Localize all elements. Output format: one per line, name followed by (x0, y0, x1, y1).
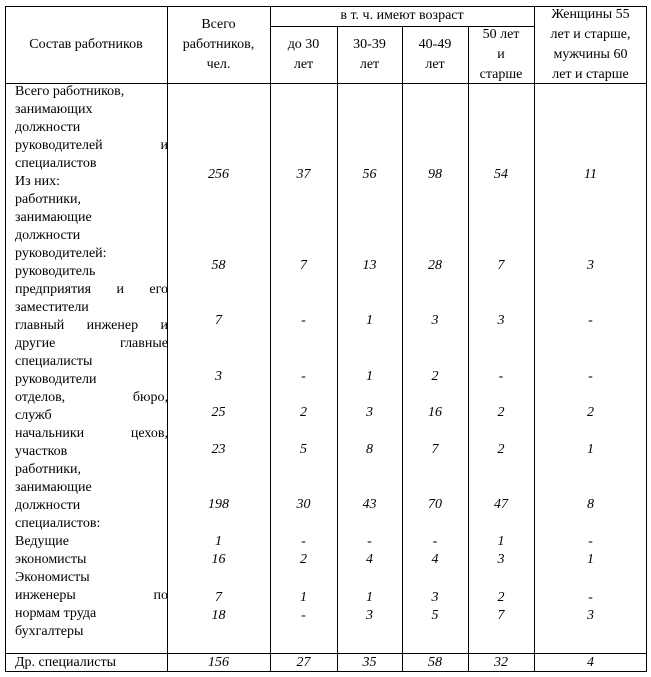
cell-total: 3 (215, 369, 222, 384)
row-label-line: экономисты (15, 552, 87, 567)
cell-age-under-30: 2 (300, 405, 307, 420)
row-label-line: руководителей: (15, 246, 107, 261)
row-label-line: главный инженер и (15, 318, 168, 333)
row-label-line: Экономисты (15, 570, 90, 585)
cell-pension-age: 2 (587, 405, 594, 420)
cell-age-40-49: 7 (431, 442, 439, 457)
cell-pension-age: - (588, 313, 593, 328)
header-staff-composition: Состав работников (29, 36, 143, 52)
cell-age-30-39: - 4 (366, 534, 373, 567)
row-label-line: занимающих (15, 102, 93, 117)
cell-age-30-39: 13 (362, 258, 377, 273)
cell-total: 23 (211, 442, 226, 457)
row-label-line: работники, (15, 192, 82, 207)
header-age-30-39: 30-39 лет (353, 36, 386, 72)
row-label-line: занимающие (15, 210, 92, 225)
header-age-40-49: 40-49 лет (418, 36, 452, 72)
row-label-line: другие главные (15, 336, 168, 351)
row-label-line: руководитель (15, 264, 96, 279)
row-label-line: Всего работников, (15, 84, 125, 99)
cell-age-30-39: 8 (366, 442, 373, 457)
cell-age-under-30: - (301, 313, 306, 328)
cell-pension-age: 3 (587, 258, 594, 273)
row-label-line: должности (15, 228, 81, 243)
cell-age-under-30: 37 (296, 167, 311, 182)
cell-age-50-plus: 2 7 (497, 590, 505, 623)
row-label-line: инженеры по (15, 588, 168, 603)
cell-age-40-49: 70 (428, 497, 442, 512)
cell-age-30-39: 1 3 (366, 590, 373, 623)
cell-pension-age: 1 (587, 442, 594, 457)
cell-age-under-30: 5 (300, 442, 307, 457)
header-age-group: в т. ч. имеют возраст (340, 8, 464, 23)
cell-age-under-30: - 2 (300, 534, 307, 567)
col-divider (402, 26, 403, 672)
row-label-line: руководители (15, 372, 97, 387)
row-label-line: работники, (15, 462, 82, 477)
cell-age-40-49: 58 (428, 655, 442, 670)
row-label-line: занимающие (15, 480, 92, 495)
col-divider (270, 6, 271, 672)
col-divider (337, 26, 338, 672)
row-label-line: служб (15, 408, 52, 423)
cell-age-40-49: 3 5 (431, 590, 439, 623)
row-label-line: должности (15, 120, 81, 135)
row-label-line: отделов, бюро, (15, 390, 168, 405)
staff-age-table (5, 6, 647, 672)
cell-age-50-plus: 2 (497, 442, 505, 457)
cell-age-50-plus: 47 (494, 497, 508, 512)
row-label-line: участков (15, 444, 68, 459)
row-label-line: бухгалтеры (15, 624, 84, 639)
cell-total: 7 (215, 313, 222, 328)
row-label-line: руководителей и (15, 138, 168, 153)
cell-age-50-plus: - (498, 369, 504, 384)
row-label-line: нормам труда (15, 606, 97, 621)
cell-age-under-30: 1 - (300, 590, 307, 623)
cell-age-40-49: - 4 (431, 534, 439, 567)
cell-age-30-39: 35 (362, 655, 377, 670)
cell-age-30-39: 43 (362, 497, 377, 512)
header-age-under-30: до 30 лет (287, 36, 320, 72)
cell-age-30-39: 56 (362, 167, 377, 182)
cell-total: 1 16 (211, 534, 226, 567)
cell-age-50-plus: 54 (494, 167, 508, 182)
cell-age-under-30: 7 (300, 258, 307, 273)
cell-age-50-plus: 7 (497, 258, 505, 273)
cell-age-50-plus: 3 (497, 313, 505, 328)
cell-total: 58 (211, 258, 226, 273)
cell-age-30-39: 1 (366, 313, 373, 328)
row-label-line: Из них: (15, 174, 61, 189)
cell-total: 156 (208, 655, 229, 670)
col-divider (534, 6, 535, 672)
cell-pension-age: 8 (587, 497, 594, 512)
cell-age-40-49: 2 (431, 369, 439, 384)
header-pension-age: Женщины 55 лет и старше, мужчины 60 лет и старше (550, 6, 631, 82)
col-divider (468, 26, 469, 672)
cell-pension-age: - (588, 369, 593, 384)
cell-total: 25 (211, 405, 226, 420)
cell-pension-age: 11 (584, 167, 597, 182)
cell-total: 7 18 (211, 590, 226, 623)
cell-age-50-plus: 2 (497, 405, 505, 420)
row-label-line: предприятия и его (15, 282, 168, 297)
row-label-line: должности (15, 498, 81, 513)
cell-age-under-30: 27 (296, 655, 311, 670)
cell-pension-age: 4 (587, 655, 594, 670)
cell-age-50-plus: 1 3 (497, 534, 505, 567)
row-label-line: специалистов (15, 156, 97, 171)
cell-age-under-30: 30 (296, 497, 311, 512)
cell-age-under-30: - (301, 369, 306, 384)
header-age-50-plus: 50 лет и старше (479, 26, 523, 82)
cell-age-40-49: 98 (428, 167, 442, 182)
row-label-line: специалисты (15, 354, 93, 369)
cell-total: 256 (208, 167, 229, 182)
row-label-line: начальники цехов, (15, 426, 168, 441)
cell-age-50-plus: 32 (494, 655, 508, 670)
cell-age-30-39: 1 (366, 369, 373, 384)
cell-pension-age: - 1 (587, 534, 594, 567)
cell-age-40-49: 3 (431, 313, 439, 328)
cell-age-40-49: 28 (428, 258, 442, 273)
cell-age-40-49: 16 (428, 405, 442, 420)
cell-pension-age: - 3 (587, 590, 594, 623)
row-label-other-specialists: Др. специалисты (15, 655, 117, 670)
cell-age-30-39: 3 (366, 405, 373, 420)
row-label-line: заместители (15, 300, 89, 315)
header-total-workers: Всего работников, чел. (182, 16, 255, 72)
row-label-line: Ведущие (15, 534, 69, 549)
cell-total: 198 (208, 497, 229, 512)
row-label-line: специалистов: (15, 516, 101, 531)
